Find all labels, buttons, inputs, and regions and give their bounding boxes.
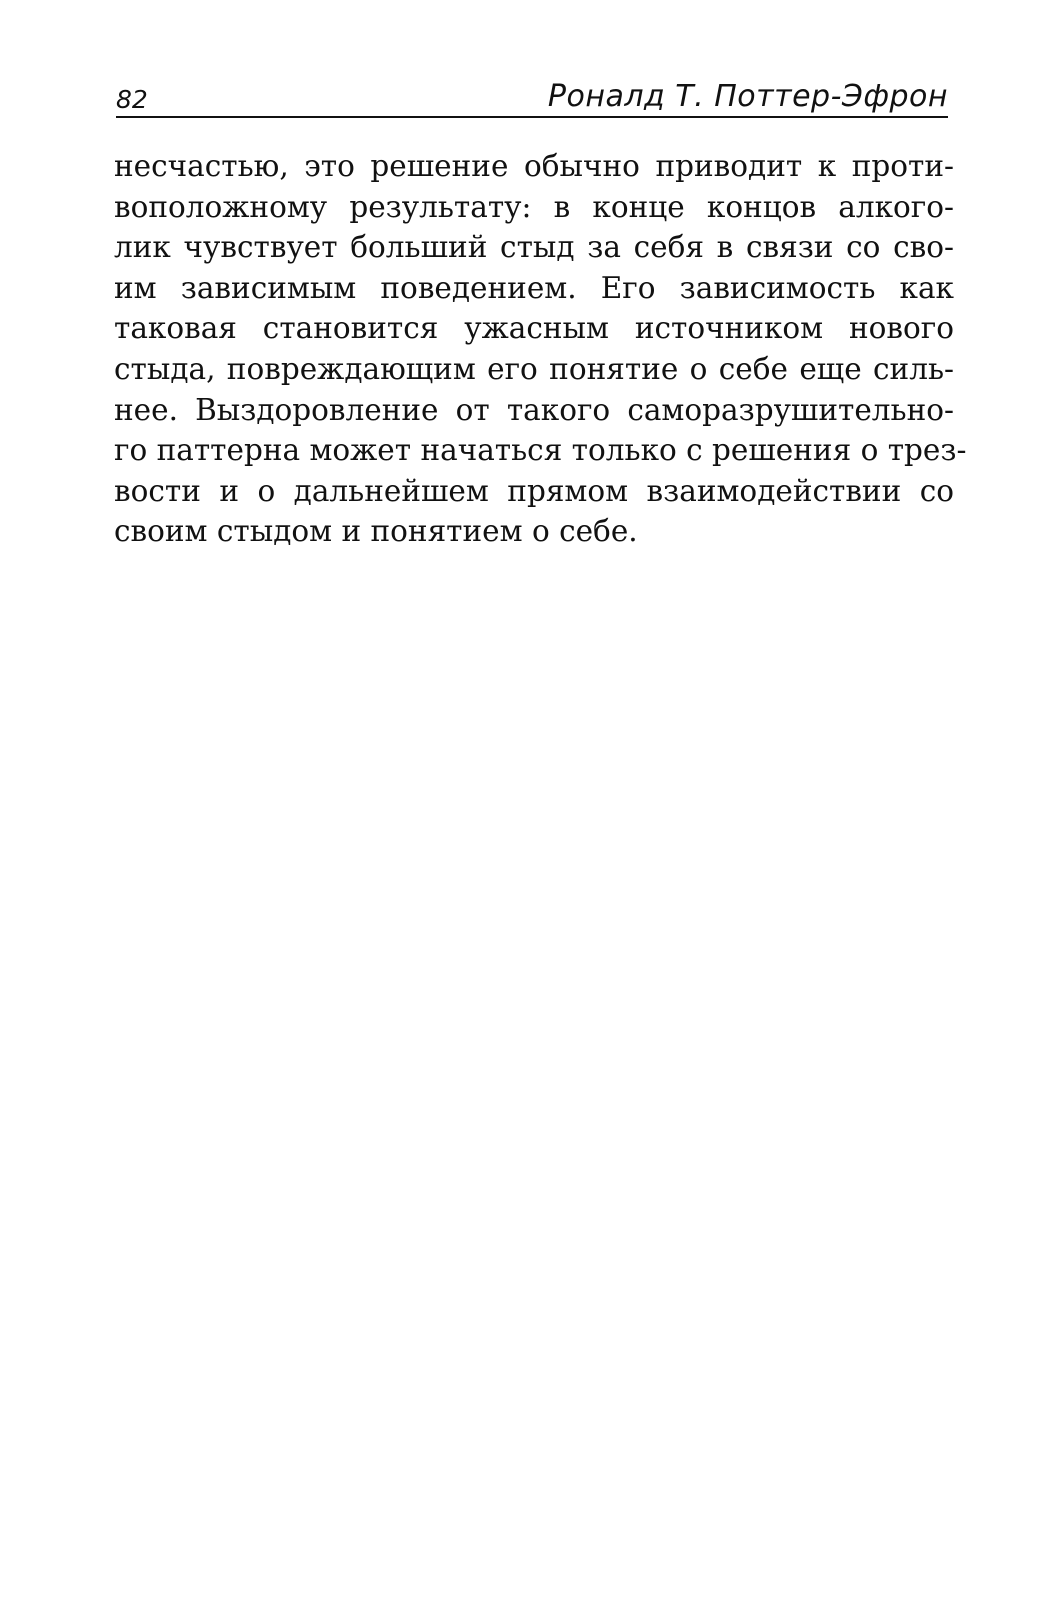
text-line: вости и о дальнейшем прямом взаимодействии со <box>114 473 954 508</box>
text-line: нее. Выздоровление от такого саморазрушительно- <box>114 392 954 427</box>
text-line: лик чувствует больший стыд за себя в связи со сво- <box>114 230 954 265</box>
text-line: таковая становится ужасным источником нового <box>114 311 954 346</box>
text-line: го паттерна может начаться только с решения о трез- <box>114 433 967 468</box>
body-paragraph <box>114 146 967 552</box>
text-line: несчастью, это решение обычно приводит к проти- <box>114 149 954 183</box>
text-line: своим стыдом и понятием о себе. <box>114 514 638 549</box>
running-head <box>116 72 948 118</box>
running-title: Роналд Т. Поттер-Эфрон <box>547 79 948 114</box>
text-line: стыда, повреждающим его понятие о себе еще силь- <box>114 351 954 386</box>
text-line: им зависимым поведением. Его зависимость как <box>114 270 954 305</box>
text-line: воположному результату: в конце концов алкого- <box>114 189 954 224</box>
page-number: 82 <box>116 85 148 114</box>
